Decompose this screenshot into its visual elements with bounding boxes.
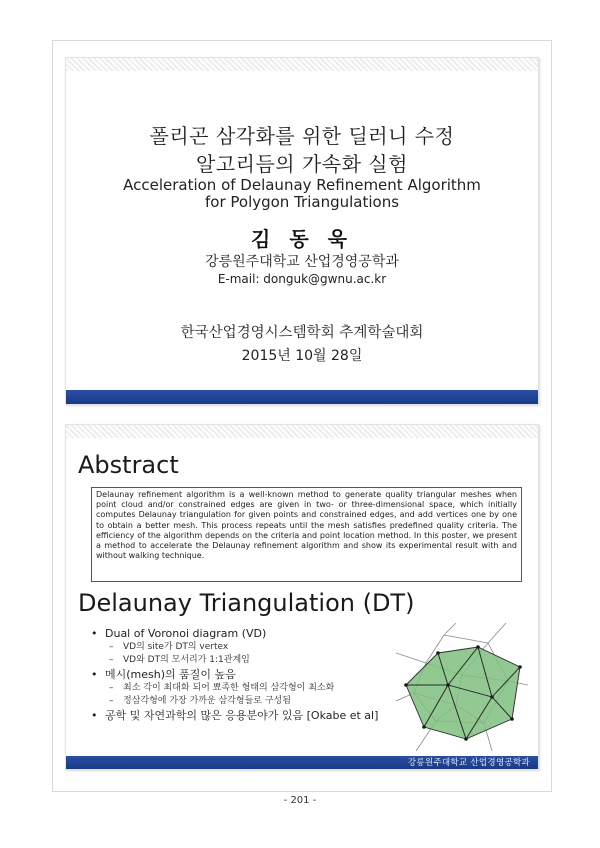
slide-bottom-bar — [66, 756, 538, 769]
korean-title-line-2: 알고리듬의 가속화 실험 — [196, 152, 408, 176]
sub-bullet-item: – VD와 DT의 모서리가 1:1관계임 — [91, 654, 411, 667]
english-title-line-1: Acceleration of Delaunay Refinement Algorithm — [123, 176, 481, 194]
title-slide — [65, 57, 539, 405]
author-name: 김 동 욱 — [251, 227, 353, 251]
conference-name: 한국산업경영시스템학회 추계학술대회 — [180, 325, 424, 341]
slide-top-bar — [66, 58, 538, 71]
english-title-line-2: for Polygon Triangulations — [204, 193, 400, 211]
sub-bullet-item: – VD의 site가 DT의 vertex — [91, 641, 411, 654]
abstract-text-box — [91, 487, 522, 582]
abstract-text: Delaunay refinement algorithm is a well-known method to generate quality triangular meshes when point cloud and/or constrained edges are given in two- or three-dimensional space, which initially computes Delaunay triangulation for given points and constrained edges, and add vertices one by one to obtain a better mesh. This process repeats until the mesh satisfies predefined quality criteria. The efficiency of the algorithm depends on the criteria and point location method. In this poster, we present a method to accelerate the Delaunay refinement algorithm and show its experimental result with and without walking technique. — [96, 490, 517, 561]
bullet-item: • 공학 및 자연과학의 많은 응용분야가 있음 [Okabe et al] — [91, 708, 411, 723]
conference-date: 2015년 10월 28일 — [241, 348, 363, 364]
abstract-heading: Abstract — [78, 451, 179, 479]
bullet-item: • 메시(mesh)의 품질이 높음 — [91, 667, 411, 682]
slide-top-bar — [66, 425, 538, 438]
author-email: E-mail: donguk@gwnu.ac.kr — [217, 272, 387, 286]
bullet-list — [91, 626, 411, 723]
korean-title-line-1: 폴리곤 삼각화를 위한 딜러니 수정 — [149, 124, 455, 148]
sub-bullet-item: – 최소 각이 최대화 되어 뾰족한 형태의 삼각형이 최소화 — [91, 682, 411, 695]
delaunay-triangles — [406, 647, 520, 739]
affiliation: 강릉원주대학교 산업경영공학과 — [205, 254, 399, 270]
page-number: - 201 - — [283, 795, 317, 806]
content-slide — [65, 424, 539, 770]
slide-bottom-bar — [66, 390, 538, 404]
footer-logo-text: 강릉원주대학교 산업경영공학과 — [407, 758, 530, 768]
delaunay-heading: Delaunay Triangulation (DT) — [78, 589, 415, 617]
sub-bullet-item: – 정삼각형에 가장 가까운 삼각형들로 구성됨 — [91, 695, 411, 708]
delaunay-mesh-illustration — [396, 623, 528, 751]
bullet-item: • Dual of Voronoi diagram (VD) — [91, 626, 411, 641]
